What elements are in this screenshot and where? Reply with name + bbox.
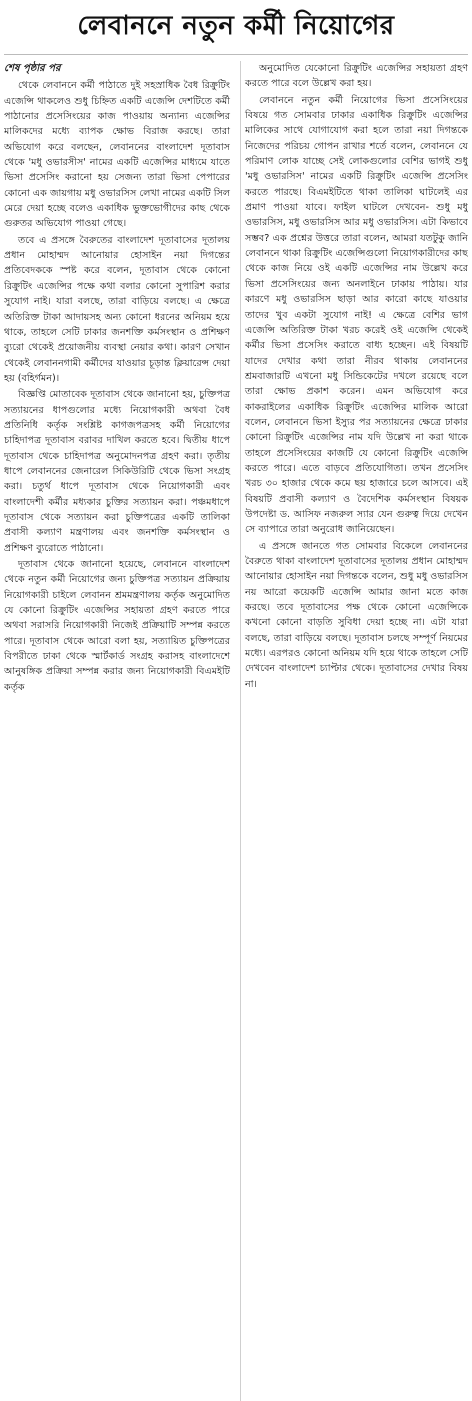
paragraph: দূতাবাস থেকে জানানো হয়েছে, লেবাননে বাংলাদেশ থেকে নতুন কর্মী নিয়োগের জন্য চুক্তিপত্র সত্যায়ন প্রক্রিয়ায় নিয়োগকারী চাইলে লেবানন শ্রমমন্ত্রণালয় কর্তৃক অনুমোদিত যে কোনো রিক্রুটিং এজেন্সির সহায়তা গ্রহণ করতে পারে অথবা সরাসরি নিয়োগকারী নিজেই প্রক্রিয়াটি সম্পন্ন করতে পারে। দূতাবাস থেকে আরো বলা হয়, সত্যায়িত চুক্তিপত্রের বিপরীতে ঢাকা থেকে স্মার্টকার্ড সংগ্রহ করাসহ বাংলাদেশে আনুষঙ্গিক প্রক্রিয়া সম্পন্ন করার জন্য নিয়োগকারী বিএমইটি কর্তৃক [4, 559, 230, 693]
right-column [240, 61, 468, 1401]
paragraph: অনুমোদিত যেকোনো রিক্রুটিং এজেন্সির সহায়তা গ্রহণ করতে পারে বলে উল্লেখ করা হয়। [245, 63, 468, 90]
article-body [4, 54, 468, 1401]
paragraph: লেবাননে নতুন কর্মী নিয়োগের ভিসা প্রসেসিংয়ের বিষয়ে গত সোমবার ঢাকার একাধিক রিক্রুটিং এজেন্সির মালিকের সাথে যোগাযোগ করা হলে তারা নয়া দিগন্তকে নিজেদের পরিচয় গোপন রাখার শর্তে বলেন, লেবাননে যে পরিমাণ লোক যাচ্ছে সেই লোকগুলোর বেশির ভাগই শুধু 'মধু ওভারসিস' নামের একটি রিক্রুটিং এজেন্সি প্রসেসিং করতে পারছে। বিএমইটিতে থাকা তালিকা ঘাটলেই এর প্রমাণ পাওয়া যাবে। ফাইল ঘাটলে দেখবেন- শুধু মধু ওভারসিস, মধু ওভারসিস আর মধু ওভারসিস। এটা কিভাবে সম্ভব? এক প্রশ্নের উত্তরে তারা বলেন, আমরা যতটুকু জানি লেবাননে থাকা রিক্রুটিং এজেন্সিগুলো নিয়োগকারীদের কাছ থেকে কাজ নিয়ে ওই একটি এজেন্সির নাম উল্লেখ করে ভিসা প্রসেসিংয়ের জন্য অনলাইনে ঢাকায় পাঠায়। যার কারণে মধু ওভারসিস ছাড়া আর কারো কাছে যাওয়ার তাদের খুব একটা সুযোগ নাই! এ ক্ষেত্রে বেশির ভাগ এজেন্সি অতিরিক্ত টাকা খরচ করেই ওই এজেন্সি থেকেই কর্মীর ভিসা প্রসেসিং করাতে বাধ্য হচ্ছেন। এই বিষয়টি যাদের দেখার কথা তারা নীরব থাকায় লেবাননের শ্রমবাজারটি এখনো মধু সিন্ডিকেটের দখলে রয়েছে বলে তারা ক্ষোভ প্রকাশ করেন। এমন অভিযোগ করে কাকরাইলের একাধিক রিক্রুটিং এজেন্সির মালিক আরো বলেন, লেবাননে ভিসা ইস্যুর পর সত্যায়নের ক্ষেত্রে ঢাকার কোনো রিক্রুটিং এজেন্সির নাম যদি উল্লেখ না করা থাকে তাহলে প্রসেসিংয়ের কাজটি যে কোনো রিক্রুটিং এজেন্সি করতে পারে। এতে বাড়বে প্রতিযোগিতা। তখন প্রসেসিং খরচ ৩০ হাজার থেকে কমে ছয় হাজারে চলে আসবে। এই বিষয়টি প্রবাসী কল্যাণ ও বৈদেশিক কর্মসংস্থান বিষয়ক উপদেষ্টা ড. আসিফ নজরুল স্যার যেন গুরুত্ব দিয়ে দেখেন সে ব্যাপারে তারা অনুরোধ জানিয়েছেন। [245, 94, 468, 536]
paragraph: থেকে লেবাননে কর্মী পাঠাতে দুই সহস্রাধিক বৈধ রিক্রুটিং এজেন্সি থাকলেও শুধু চিহ্নিত একটি এজেন্সি দেশটিতে কর্মী পাঠানোর প্রসেসিংয়ের কাজ পাওয়ায় অন্যান্য এজেন্সির মালিকদের মধ্যে ব্যাপক ক্ষোভ বিরাজ করছে। তারা অভিযোগ করে বলছেন, লেবাননের বাংলাদেশ দূতাবাস থেকে 'মধু ওভারসীস' নামের একটি এজেন্সির মাধ্যমে যাতে ভিসা প্রসেসিং করানো হয় সেজন্য তারা ভিসা পেপারের কোনো এক জায়গায় মধু ওভারসিস লেখা নামের একটি সিল মেরে দেয়া হচ্ছে বলেও একাধিক ভুক্তভোগীদের কাছ থেকে গুরুতর অভিযোগ পাওয়া গেছে। [4, 80, 230, 230]
continued-from-label: শেষ পৃষ্ঠার পর [4, 63, 61, 74]
article-headline: লেবাননে নতুন কর্মী নিয়োগের [77, 11, 395, 41]
paragraph: তবে এ প্রসঙ্গে বৈরুতের বাংলাদেশ দূতাবাসের দূতালয় প্রধান মোহাম্মদ আনোয়ার হোসাইন নয়া দিগন্তের প্রতিবেদককে স্পষ্ট করে বলেন, দূতাবাস থেকে কোনো রিক্রুটিং এজেন্সির পক্ষে কথা বলার কোনো সুপারিশ করার সুযোগ নাই। যারা বলছে, তারা বাড়িয়ে বলছে। এ ক্ষেত্রে অতিরিক্ত টাকা আদায়সহ অন্য কোনো ধরনের অনিয়ম হয়ে থাকে, তাহলে সেটি ঢাকার জনশক্তি কর্মসংস্থান ও প্রশিক্ষণ ব্যুরো থেকেই প্রয়োজনীয় ব্যবস্থা নেয়ার কথা। কারণ সেখান থেকেই লেবাননগামী কর্মীদের যাওয়ার চূড়ান্ত ক্লিয়ারেন্স দেয়া হয় (বহির্গমন)। [4, 234, 230, 384]
paragraph: এ প্রসঙ্গে জানতে গত সোমবার বিকেলে লেবাননের বৈরুতে থাকা বাংলাদেশ দূতাবাসের দূতালয় প্রধান মোহাম্মদ আনোয়ার হোসাইন নয়া দিগন্তকে বলেন, শুধু মধু ওভারসিস নয় আরো কয়েকটি এজেন্সি আমার জানা মতে কাজ করছে। তবে দূতাবাসের পক্ষ থেকে কোনো এজেন্সিকে কখনো কোনো বাড়তি সুবিধা দেয়া হচ্ছে না। এটা যারা বলছে, তারা বাড়িয়ে বলছে। দূতাবাস চলছে সম্পূর্ণ নিয়মের মধ্যে। এরপরও কোনো অনিয়ম যদি হয়ে থাকে তাহলে সেটি দেখবেন বাংলাদেশ চ্যাপ্টার থেকে। দূতাবাসের দেখার বিষয় না। [245, 540, 468, 690]
paragraph: বিজ্ঞপ্তি মোতাবেক দূতাবাস থেকে জানানো হয়, চুক্তিপত্র সত্যায়নের ধাপগুলোর মধ্যে নিয়োগকারী অথবা বৈধ প্রতিনিধি কর্তৃক সংশ্লিষ্ট কাগজপত্রসহ কর্মী নিয়োগের চাহিদাপত্র দূতাবাস বরাবর দাখিল করতে হবে। দ্বিতীয় ধাপে দূতাবাস থেকে চাহিদাপত্র অনুমোদনপত্র গ্রহণ করা। তৃতীয় ধাপে লেবাননের জেনারেল সিকিউরিটি থেকে ভিসা সংগ্রহ করা। চতুর্থ ধাপে দূতাবাস থেকে নিয়োগকারী এবং বাংলাদেশী কর্মীর মধ্যকার চুক্তির সত্যায়ন করা। পঞ্চমধাপে দূতাবাস থেকে সত্যায়ন করা চুক্তিপত্রের একটি তালিকা প্রবাসী কল্যাণ মন্ত্রণালয় এবং জনশক্তি কর্মসংস্থান ও প্রশিক্ষণ ব্যুরোতে পাঠানো। [4, 389, 230, 554]
left-column [4, 61, 232, 1401]
